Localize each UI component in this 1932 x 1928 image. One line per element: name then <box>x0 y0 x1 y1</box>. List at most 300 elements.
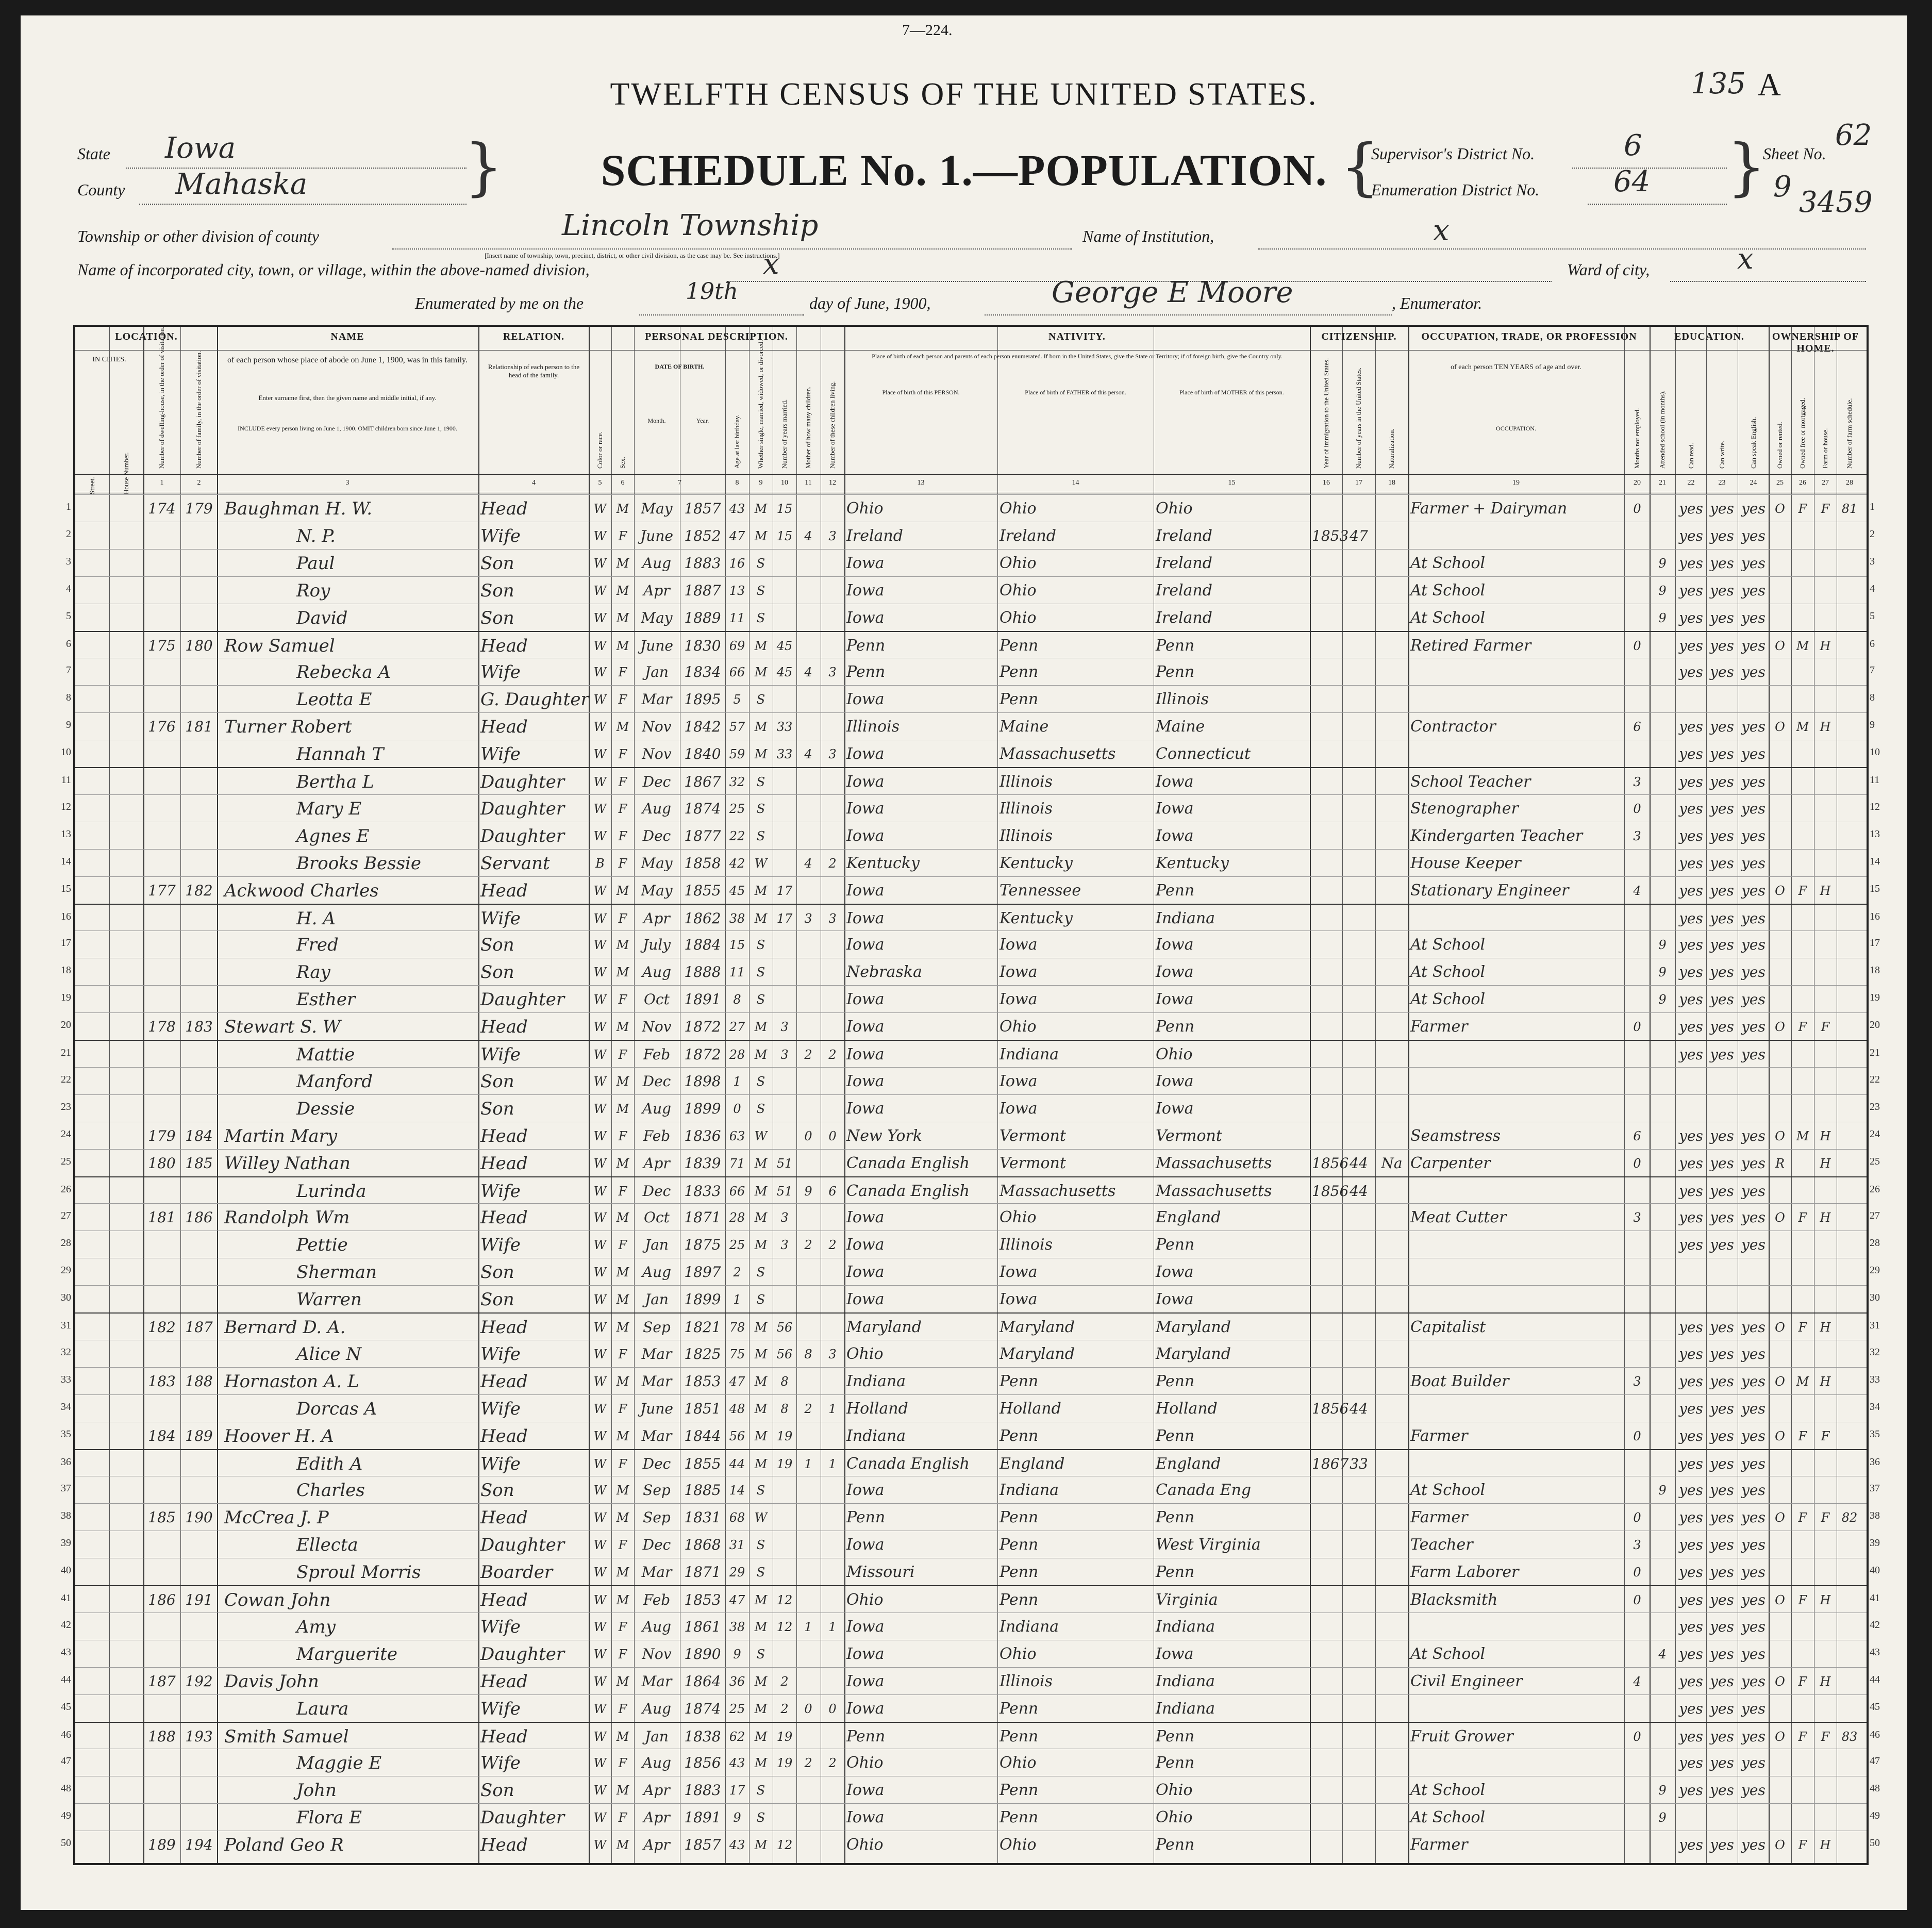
cell-lv <box>823 551 842 575</box>
cell-own: O <box>1775 1128 1785 1143</box>
cell-sp: yes <box>1741 1672 1766 1690</box>
cell-age: 31 <box>729 1538 745 1553</box>
cell-sp: yes <box>1741 663 1766 681</box>
column-number: 26 <box>1799 479 1806 487</box>
cell-rd: yes <box>1679 581 1703 599</box>
cell-fam: 188 <box>185 1372 213 1390</box>
cell-fm: F <box>1798 1510 1807 1525</box>
cell-sex: F <box>618 1128 627 1143</box>
cell-wr: yes <box>1710 827 1734 844</box>
cell-mar: M <box>754 1238 768 1253</box>
cell-fs <box>1839 1614 1860 1639</box>
cell-mne: 0 <box>1633 1593 1641 1607</box>
cell-yrs <box>1344 1614 1373 1639</box>
table-row <box>61 1231 1880 1258</box>
cell-fs <box>1839 687 1860 711</box>
cell-fh: F <box>1821 1428 1830 1443</box>
cell-ym: 3 <box>780 1048 789 1062</box>
cell-year: 1887 <box>684 581 721 599</box>
line-number-right: 36 <box>1870 1456 1880 1468</box>
cell-year: 1883 <box>684 554 721 572</box>
cell-month: Dec <box>642 773 671 790</box>
cell-rel: Head <box>480 1590 528 1610</box>
cell-fpob: Kentucky <box>1000 909 1073 927</box>
table-row <box>61 1722 1880 1750</box>
cell-dw: 183 <box>148 1372 176 1390</box>
cell-pob: Iowa <box>846 826 885 845</box>
cell-fh <box>1816 769 1835 794</box>
cell-yrs <box>1344 1696 1373 1721</box>
cell-fm: F <box>1798 1593 1807 1607</box>
line-number: 37 <box>61 1483 71 1494</box>
cell-fpob: Kentucky <box>1000 854 1073 872</box>
cell-month: Mar <box>641 1372 672 1390</box>
cell-imm <box>1312 1477 1341 1502</box>
cell-lv: 2 <box>828 1756 837 1771</box>
cell-fh <box>1816 523 1835 548</box>
cell-dw <box>145 1750 178 1775</box>
cell-rd: yes <box>1679 854 1703 872</box>
cell-rel: Daughter <box>480 798 565 819</box>
cell-imm <box>1312 714 1341 739</box>
cell-rd: yes <box>1679 745 1703 763</box>
cell-sp <box>1740 1805 1767 1830</box>
cell-lv <box>823 1724 842 1749</box>
cell-lv <box>823 1069 842 1093</box>
cell-mpob: England <box>1156 1454 1221 1473</box>
cell-rd: yes <box>1679 1236 1703 1254</box>
column-label-ch: Mother of how many children. <box>804 386 812 469</box>
cell-ym <box>775 823 794 848</box>
table-row <box>61 1258 1880 1286</box>
column-label-wr: Can write. <box>1718 440 1726 469</box>
cell-ym <box>775 1505 794 1530</box>
cell-sp: yes <box>1741 1618 1766 1635</box>
cell-sch <box>1652 633 1673 658</box>
cell-age: 29 <box>729 1565 745 1580</box>
cell-ym <box>775 687 794 711</box>
cell-sp: yes <box>1741 909 1766 927</box>
cell-fm <box>1793 1042 1812 1067</box>
cell-fh: H <box>1820 1593 1831 1607</box>
line-number: 42 <box>61 1619 71 1631</box>
cell-sp: yes <box>1741 527 1766 544</box>
cell-sp: yes <box>1741 882 1766 899</box>
line-number-right: 39 <box>1870 1537 1880 1549</box>
cell-occ: Boat Builder <box>1410 1372 1509 1390</box>
cell-sch <box>1652 1423 1673 1448</box>
column-label-mne: Months not employed. <box>1633 408 1641 469</box>
cell-occ: Stenographer <box>1410 799 1519 818</box>
table-row <box>61 1067 1880 1095</box>
cell-rd: yes <box>1679 882 1703 899</box>
cell-sp: yes <box>1741 1455 1766 1472</box>
cell-sex: F <box>618 1238 627 1253</box>
cell-nat <box>1377 1341 1406 1366</box>
cell-sch <box>1652 1559 1673 1584</box>
cell-month: Dec <box>642 827 671 844</box>
cell-dw: 178 <box>148 1018 176 1036</box>
cell-rd: yes <box>1679 554 1703 572</box>
cell-sex: F <box>618 747 627 762</box>
cell-ch <box>798 605 818 630</box>
cell-mar: M <box>754 1701 768 1716</box>
cell-nat <box>1377 1205 1406 1229</box>
cell-pob: New York <box>846 1126 922 1145</box>
table-row <box>61 1340 1880 1368</box>
line-number: 22 <box>61 1073 71 1085</box>
cell-mar: W <box>754 1128 768 1143</box>
cell-mar: S <box>756 692 765 707</box>
cell-pob: Iowa <box>846 1236 885 1254</box>
cell-wr: yes <box>1710 1018 1734 1036</box>
cell-lv <box>823 1777 842 1802</box>
name-subheader-2: Enter surname first, then the given name and middle initial, if any. <box>258 394 437 402</box>
cell-fam <box>182 1559 215 1584</box>
cell-fam: 184 <box>185 1127 213 1144</box>
cell-wr: yes <box>1710 1536 1734 1554</box>
cell-wr: yes <box>1710 581 1734 599</box>
cell-ym <box>775 1096 794 1121</box>
cell-race: W <box>593 1101 607 1116</box>
cell-fpob: Ohio <box>1000 581 1037 600</box>
cell-occ: Contractor <box>1410 718 1496 736</box>
cell-occ: Retired Farmer <box>1410 636 1531 655</box>
cell-rd: yes <box>1679 1455 1703 1472</box>
cell-nat <box>1377 959 1406 984</box>
cell-wr: yes <box>1710 1672 1734 1690</box>
cell-rd <box>1677 1259 1705 1284</box>
cell-fam <box>182 823 215 848</box>
cell-sp: yes <box>1741 1182 1766 1200</box>
cell-rel: Head <box>480 635 528 656</box>
cell-rel: Son <box>480 1262 514 1283</box>
cell-fs <box>1839 633 1860 658</box>
cell-lv <box>823 796 842 821</box>
cell-fm <box>1793 1477 1812 1502</box>
cell-age: 47 <box>729 1593 745 1607</box>
cell-lv <box>823 987 842 1011</box>
cell-yrs <box>1344 769 1373 794</box>
cell-mpob: Vermont <box>1156 1126 1222 1145</box>
cell-imm <box>1312 878 1341 903</box>
cell-own <box>1771 769 1789 794</box>
cell-fm <box>1793 1178 1812 1203</box>
cell-pob: Penn <box>846 636 886 655</box>
cell-ym <box>775 1805 794 1830</box>
cell-mpob: Kentucky <box>1156 854 1229 872</box>
cell-age: 71 <box>729 1156 745 1171</box>
institution-label: Name of Institution, <box>1082 227 1214 245</box>
cell-occ: Farmer <box>1410 1836 1468 1854</box>
cell-rel: Wife <box>480 1698 521 1719</box>
cell-fs: 82 <box>1841 1510 1858 1525</box>
cell-sp: yes <box>1741 1046 1766 1063</box>
cell-fs <box>1839 1259 1860 1284</box>
cell-rel: Wife <box>480 908 521 929</box>
cell-age: 38 <box>729 911 745 926</box>
cell-own <box>1771 1696 1789 1721</box>
cell-mne <box>1626 1096 1648 1121</box>
line-number: 4 <box>66 583 71 594</box>
column-number: 17 <box>1355 479 1362 487</box>
cell-rd: yes <box>1679 963 1703 981</box>
cell-fh <box>1816 1069 1835 1093</box>
cell-mne: 4 <box>1633 1674 1641 1689</box>
cell-dw: 186 <box>148 1591 176 1608</box>
cell-lv <box>823 496 842 521</box>
cell-nat <box>1377 1805 1406 1830</box>
cell-pob: Iowa <box>846 881 885 900</box>
cell-ym: 19 <box>776 1456 793 1471</box>
cell-ym: 2 <box>780 1701 789 1716</box>
cell-lv <box>823 1369 842 1393</box>
line-number-right: 15 <box>1870 883 1880 894</box>
line-number: 35 <box>61 1428 71 1440</box>
table-row <box>66 522 1875 550</box>
cell-fm <box>1793 1151 1812 1175</box>
cell-rd: yes <box>1679 827 1703 844</box>
cell-month: Aug <box>642 800 672 817</box>
column-number: 6 <box>621 479 625 487</box>
cell-rel: Head <box>480 1726 528 1747</box>
line-number: 36 <box>61 1456 71 1468</box>
cell-yrs <box>1344 1505 1373 1530</box>
cell-name: Bernard D. A. <box>224 1317 346 1338</box>
cell-ch <box>798 769 818 794</box>
cell-fm <box>1793 1396 1812 1421</box>
cell-year: 1871 <box>684 1209 721 1226</box>
cell-fh: H <box>1820 1156 1831 1171</box>
cell-mne: 3 <box>1633 1374 1641 1389</box>
line-number: 9 <box>66 719 71 731</box>
cell-imm <box>1312 987 1341 1011</box>
cell-fs <box>1839 1396 1860 1421</box>
cell-fh <box>1816 796 1835 821</box>
cell-ch <box>798 987 818 1011</box>
cell-pob: Canada English <box>846 1182 970 1200</box>
cell-fm <box>1793 932 1812 957</box>
cell-mne: 0 <box>1633 801 1641 816</box>
cell-ch <box>798 1014 818 1039</box>
cell-fh: F <box>1821 1510 1830 1525</box>
line-number: 19 <box>61 992 71 1004</box>
cell-wr: yes <box>1710 637 1734 654</box>
cell-fh <box>1816 1805 1835 1830</box>
month-subheader: Month. <box>647 417 666 424</box>
cell-rd: yes <box>1679 773 1703 790</box>
enumeration-label: Enumeration District No. <box>1371 180 1540 199</box>
cell-pob: Ohio <box>846 1344 884 1363</box>
cell-fpob: Ohio <box>1000 1836 1037 1854</box>
cell-sex: F <box>618 692 627 707</box>
enumerated-day: 19th <box>686 278 739 305</box>
cell-sch <box>1652 1750 1673 1775</box>
cell-dw <box>145 605 178 630</box>
cell-pob: Missouri <box>846 1563 915 1582</box>
cell-name: McCrea J. P <box>224 1507 329 1528</box>
cell-mne <box>1626 851 1648 875</box>
cell-dw <box>145 687 178 711</box>
cell-sex: M <box>616 1565 629 1580</box>
table-row <box>61 930 1880 958</box>
cell-ym <box>775 1532 794 1557</box>
cell-pob: Holland <box>846 1399 908 1418</box>
cell-own <box>1771 605 1789 630</box>
cell-fam: 182 <box>185 882 213 899</box>
cell-sch <box>1652 1724 1673 1749</box>
column-label-age: Age at last birthday. <box>733 414 741 469</box>
cell-pob: Iowa <box>846 1644 885 1663</box>
cell-nat <box>1377 741 1406 766</box>
cell-occ <box>1410 1259 1622 1284</box>
cell-lv <box>823 1205 842 1229</box>
cell-race: W <box>593 1701 607 1716</box>
cell-own: R <box>1775 1156 1785 1171</box>
cell-fpob: Ohio <box>1000 1018 1037 1036</box>
cell-sch <box>1652 1205 1673 1229</box>
table-row <box>61 1667 1880 1695</box>
cell-sch <box>1652 1341 1673 1366</box>
cell-year: 1867 <box>684 773 721 790</box>
cell-occ <box>1410 741 1622 766</box>
cell-wr: yes <box>1710 963 1734 981</box>
cell-fs <box>1839 1315 1860 1339</box>
cell-fs <box>1839 796 1860 821</box>
cell-wr: yes <box>1710 663 1734 681</box>
cell-yrs <box>1344 851 1373 875</box>
line-number: 23 <box>61 1101 71 1112</box>
cell-occ: Seamstress <box>1410 1126 1501 1145</box>
cell-imm <box>1312 1724 1341 1749</box>
cell-yrs <box>1344 932 1373 957</box>
township-note: [Insert name of township, town, precinct, district, or other civil division, as the case may be. See instructions.] <box>485 252 780 259</box>
cell-name: Roy <box>296 580 330 601</box>
cell-year: 1836 <box>684 1127 721 1144</box>
cell-dw <box>145 1559 178 1584</box>
cell-fam <box>182 1451 215 1476</box>
cell-fh <box>1816 1777 1835 1802</box>
cell-dw <box>145 1451 178 1476</box>
cell-occ <box>1410 1287 1622 1311</box>
line-number: 10 <box>61 746 71 758</box>
cell-race: W <box>593 1128 607 1143</box>
in-cities-header: IN CITIES. <box>92 356 126 363</box>
cell-pob: Indiana <box>846 1426 906 1445</box>
cell-ch: 2 <box>804 1048 812 1062</box>
cell-fpob: Ohio <box>1000 500 1037 518</box>
cell-fpob: Ohio <box>1000 1644 1037 1663</box>
cell-fam: 194 <box>185 1836 213 1854</box>
schedule-title: SCHEDULE No. 1.—POPULATION. <box>601 145 1327 195</box>
cell-sex: M <box>616 1374 629 1389</box>
cell-yrs <box>1344 823 1373 848</box>
cell-pob: Iowa <box>846 990 885 1009</box>
cell-rel: Wife <box>480 1235 521 1256</box>
cell-mne: 6 <box>1633 720 1641 735</box>
line-number: 27 <box>61 1210 71 1222</box>
cell-year: 1842 <box>684 718 721 736</box>
cell-age: 14 <box>729 1483 745 1498</box>
cell-fm: F <box>1798 1838 1807 1853</box>
cell-nat <box>1377 823 1406 848</box>
cell-name: Sherman <box>296 1262 377 1283</box>
cell-wr: yes <box>1710 554 1734 572</box>
line-number: 2 <box>66 528 71 540</box>
cell-pob: Ohio <box>846 1754 884 1772</box>
cell-rd: yes <box>1679 1536 1703 1554</box>
cell-yrs <box>1344 1042 1373 1067</box>
cell-occ <box>1410 1396 1622 1421</box>
cell-sex: M <box>616 1593 629 1607</box>
cell-fam <box>182 1641 215 1666</box>
line-number-right: 41 <box>1870 1592 1880 1604</box>
cell-mar: S <box>756 938 765 953</box>
cell-fam <box>182 851 215 875</box>
cell-rd <box>1677 1287 1705 1311</box>
column-label-imm: Year of immigration to the United States. <box>1322 358 1330 469</box>
cell-rd: yes <box>1679 1319 1703 1336</box>
cell-own: O <box>1775 1838 1785 1853</box>
cell-age: 11 <box>729 965 745 980</box>
line-number: 14 <box>61 855 71 867</box>
cell-ch <box>798 578 818 603</box>
cell-mpob: Maryland <box>1156 1344 1231 1363</box>
cell-yrs <box>1344 578 1373 603</box>
cell-ch: 4 <box>804 856 812 871</box>
cell-occ: Farmer + Dairyman <box>1410 500 1568 518</box>
cell-mpob: Ireland <box>1156 554 1212 572</box>
cell-fpob: Iowa <box>1000 1290 1038 1309</box>
table-row <box>61 1585 1880 1614</box>
cell-name: Ackwood Charles <box>224 880 379 901</box>
cell-fs <box>1839 1451 1860 1476</box>
cell-occ: At School <box>1410 1808 1486 1827</box>
cell-own: O <box>1775 1729 1785 1744</box>
cell-age: 1 <box>733 1292 741 1307</box>
cell-fh <box>1816 659 1835 684</box>
cell-ym: 45 <box>776 638 793 653</box>
cell-imm <box>1312 906 1341 930</box>
cell-mne: 0 <box>1633 1510 1641 1525</box>
cell-imm <box>1312 633 1341 658</box>
cell-ch <box>798 1559 818 1584</box>
cell-sex: M <box>616 965 629 980</box>
column-number: 7 <box>678 479 681 487</box>
cell-imm <box>1312 578 1341 603</box>
cell-ym: 51 <box>776 1184 793 1199</box>
cell-yrs <box>1344 796 1373 821</box>
cell-occ <box>1410 659 1622 684</box>
cell-pob: Iowa <box>846 1536 885 1554</box>
sheet-label: Sheet No. <box>1763 144 1826 163</box>
cell-fam <box>182 1341 215 1366</box>
cell-year: 1851 <box>684 1400 721 1417</box>
cell-sex: M <box>616 610 629 625</box>
cell-dw <box>145 987 178 1011</box>
column-number: 15 <box>1228 479 1236 487</box>
personal-header: PERSONAL DESCRIPTION. <box>645 331 788 342</box>
cell-mne <box>1626 1287 1648 1311</box>
cell-mne <box>1626 1777 1648 1802</box>
column-number: 18 <box>1388 479 1395 487</box>
cell-year: 1891 <box>684 1809 721 1826</box>
cell-mne <box>1626 523 1648 548</box>
cell-ch <box>798 1287 818 1311</box>
cell-ym: 56 <box>776 1320 793 1335</box>
table-row <box>61 1094 1880 1122</box>
cell-wr: yes <box>1710 1754 1734 1772</box>
